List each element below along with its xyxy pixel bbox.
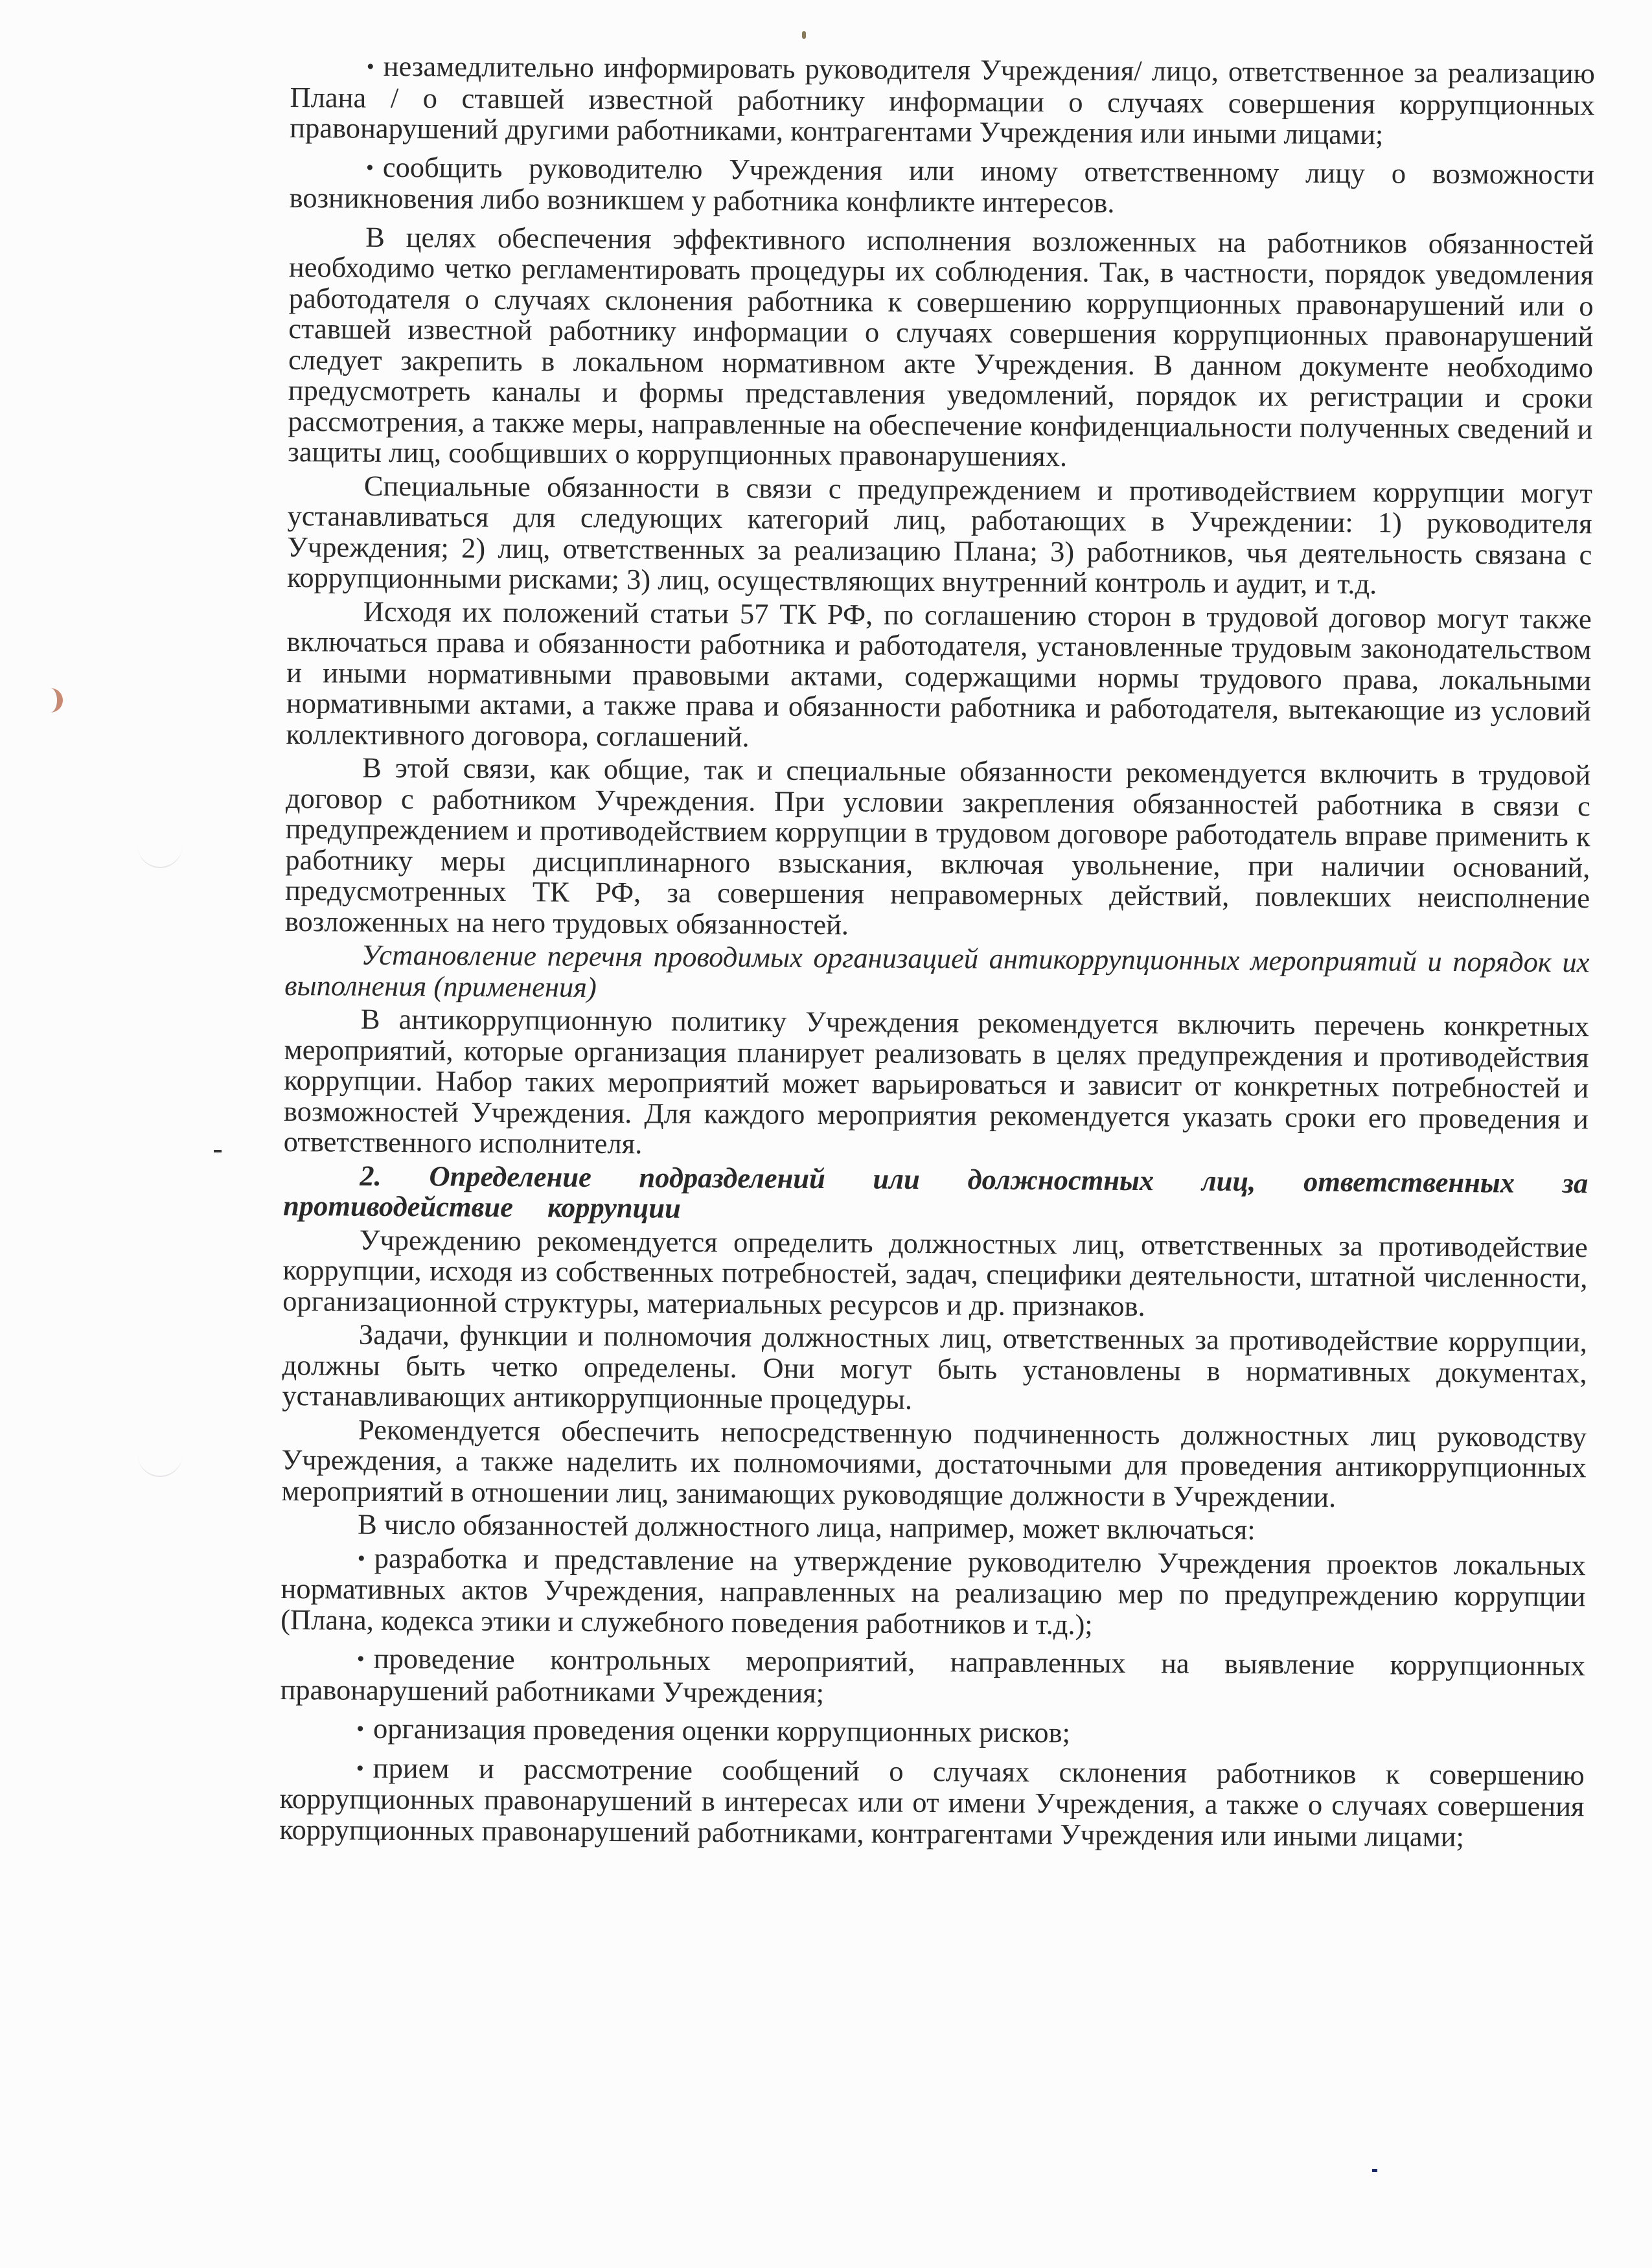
document-body — [279, 51, 1595, 1861]
list-item-text: прием и рассмотрение сообщений о случаях склонения работников к совершению коррупционных правонарушений в интересах или от имени Учреждения, а также о случаях совершения коррупционных правонарушений работниками, контрагентами Учреждения или иными лицами; — [279, 1751, 1585, 1853]
punch-hole-mark — [137, 821, 183, 868]
paragraph: Задачи, функции и полномочия должностных лиц, ответственных за противодействие коррупции, должны быть четко определены. Они могут быть установлены в нормативных документах, устанавливающих антикоррупционные процедуры. — [282, 1318, 1588, 1415]
list-item-text: проведение контрольных мероприятий, направленных на выявление коррупционных правонарушений работниками Учреждения; — [280, 1642, 1585, 1709]
list-item — [290, 51, 1595, 152]
list-item — [289, 151, 1594, 221]
paragraph: Исходя их положений статьи 57 ТК РФ, по соглашению сторон в трудовой договор могут также включаться права и обязанности работника и работодателя, установленные трудовым законодательством и иными нормативными правовыми актами, содержащими нормы трудового права, локальными нормативными актами, а также права и обязанности работника и работодателя, вытекающие из условий коллективного договора, соглашений. — [286, 595, 1592, 753]
list-item-text: сообщить руководителю Учреждения или иному ответственному лицу о возможности возникновения либо возникшем у работника конфликте интересов. — [289, 150, 1595, 219]
paragraph: Учреждению рекомендуется определить должностных лиц, ответственных за противодействие коррупции, исходя из собственных потребностей, задач, специфики деятельности, штатной численности, организационной структуры, материальных ресурсов и др. признаков. — [282, 1223, 1588, 1322]
punch-hole-mark — [137, 1430, 183, 1477]
scan-artifact-dot — [1372, 2169, 1377, 2172]
scan-artifact-stain — [38, 688, 63, 713]
bullet-icon: • — [356, 1756, 364, 1781]
subheading: Установление перечня проводимых организацией антикоррупционных мероприятий и порядок их выполнения (применения) — [284, 938, 1590, 1003]
paragraph: В число обязанностей должностного лица, например, может включаться: — [357, 1507, 1256, 1546]
bullet-icon: • — [366, 54, 374, 79]
list-item — [281, 1542, 1586, 1643]
scan-artifact-top-mark — [802, 31, 806, 39]
list-item — [280, 1643, 1585, 1713]
section-heading — [283, 1160, 1589, 1229]
bullet-icon: • — [365, 155, 374, 180]
paragraph: В целях обеспечения эффективного исполнения возложенных на работников обязанностей необходимо четко регламентировать процедуры их соблюдения. Так, в частности, порядок уведомления работодателя о случаях склонения работника к совершению коррупционных правонарушений или о ставшей известной работнику информации о случаях совершения коррупционных правонарушений следует закрепить в локальном нормативном акте Учреждения. В данном документе необходимо предусмотреть каналы и формы представления уведомлений, порядок их регистрации и сроки рассмотрения, а также меры, направленные на обеспечение конфиденциальности полученных сведений и защиты лиц, сообщивших о коррупционных правонарушениях. — [288, 220, 1594, 473]
paragraph: В антикоррупционную политику Учреждения рекомендуется включить перечень конкретных мероприятий, которые организация планирует реализовать в целях предупреждения и противодействия коррупции. Набор таких мероприятий может варьироваться и зависит от конкретных потребностей и возможностей Учреждения. Для каждого мероприятия рекомендуется указать сроки его проведения и ответственного исполнителя. — [283, 1002, 1589, 1160]
list-item — [279, 1752, 1585, 1853]
section-title: Определение подразделений или должностных лиц, ответственных за противодействие коррупции — [282, 1159, 1589, 1224]
bullet-icon: • — [356, 1647, 365, 1671]
scan-artifact-dash — [214, 1150, 222, 1152]
section-number: 2. — [360, 1159, 382, 1192]
list-item-text: организация проведения оценки коррупционных рисков; — [373, 1712, 1071, 1749]
paragraph: Рекомендуется обеспечить непосредственную подчиненность должностных лиц руководству Учреждения, а также наделить их полномочиями, достаточными для проведения антикоррупционных мероприятий в отношении лиц, занимающих руководящие должности в Учреждении. — [281, 1413, 1587, 1513]
list-item-text: разработка и представление на утверждение руководителю Учреждения проектов локальных нормативных актов Учреждения, направленных на реализацию мер по предупреждению коррупции (Плана, кодекса этики и служебного поведения работников и т.д.); — [281, 1541, 1586, 1641]
paragraph: Специальные обязанности в связи с предупреждением и противодействием коррупции могут устанавливаться для следующих категорий лиц, работающих в Учреждении: 1) руководителя Учреждения; 2) лиц, ответственных за реализацию Плана; 3) работников, чья деятельность связана с коррупционными рисками; 3) лиц, осуществляющих внутренний контроль и аудит, и т.д. — [286, 469, 1593, 601]
paragraph: В этой связи, как общие, так и специальные обязанности рекомендуется включить в трудовой договор с работником Учреждения. При условии закрепления обязанностей работника в связи с предупреждением и противодействием коррупции в трудовом договоре работодатель вправе применить к работнику меры дисциплинарного взыскания, включая увольнение, при наличии оснований, предусмотренных ТК РФ, за совершения неправомерных действий, повлекших неисполнение возложенных на него трудовых обязанностей. — [284, 751, 1591, 941]
list-item — [280, 1713, 1585, 1752]
bullet-icon: • — [357, 1546, 365, 1571]
bullet-icon: • — [356, 1717, 365, 1741]
list-item-text: незамедлительно информировать руководителя Учреждения/ лицо, ответственное за реализацию Плана / о ставшей известной работнику информации о случаях совершения коррупционных правонарушений другими работниками, контрагентами Учреждения или иными лицами; — [290, 49, 1595, 151]
